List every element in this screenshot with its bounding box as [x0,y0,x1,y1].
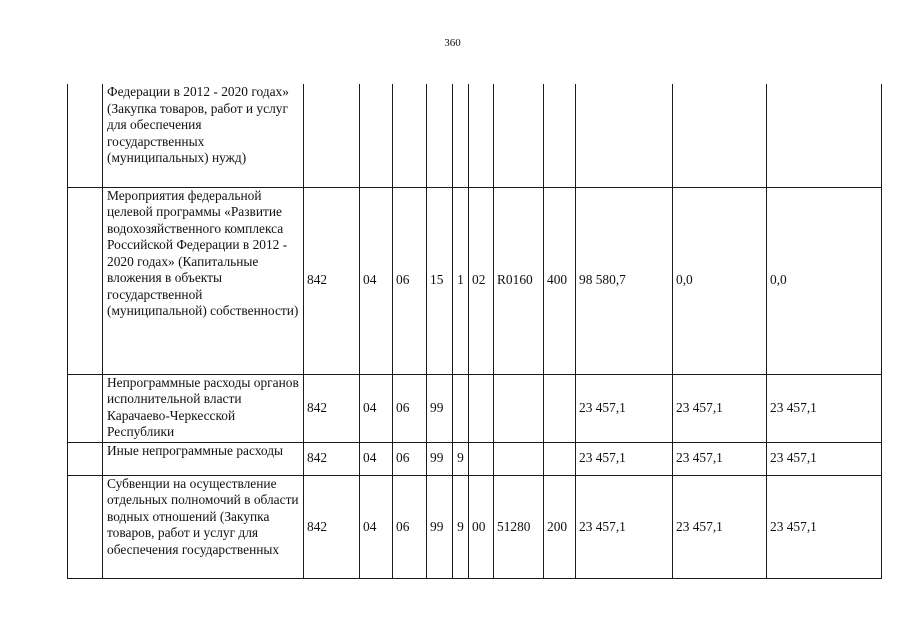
amount-2021-cell: 23 457,1 [767,475,882,579]
main-event-cell [469,84,494,187]
table-row [68,187,882,374]
row-number-cell [68,442,103,475]
amount-2020-cell [673,84,767,187]
grbs-cell: 842 [304,187,360,374]
expense-type-cell [544,442,576,475]
amount-2019-cell: 23 457,1 [576,374,673,442]
subsection-cell [393,84,427,187]
grbs-cell: 842 [304,374,360,442]
amount-2021-cell: 0,0 [767,187,882,374]
amount-2021-cell [767,84,882,187]
table-body [68,84,882,579]
program-cell: 99 [427,475,453,579]
page-number: 360 [444,37,461,49]
expense-type-cell: 400 [544,187,576,374]
row-name-cell: Субвенции на осуществление отдельных полномочий в области водных отношений (Закупка товаров, работ и услуг для обеспечения государственных [103,475,304,579]
row-number-cell [68,475,103,579]
subsection-cell: 06 [393,374,427,442]
subsection-cell: 06 [393,475,427,579]
direction-cell [494,84,544,187]
amount-2019-cell [576,84,673,187]
subprogram-cell [453,374,469,442]
amount-2020-cell: 0,0 [673,187,767,374]
grbs-cell [304,84,360,187]
row-name-cell: Непрограммные расходы органов исполнительной власти Карачаево-Черкесской Республики [103,374,304,442]
row-name-cell: Иные непрограммные расходы [103,442,304,475]
subprogram-cell [453,84,469,187]
expense-type-cell: 200 [544,475,576,579]
table-bottom-rule [67,578,881,579]
row-name-cell: Мероприятия федеральной целевой программы «Развитие водохозяйственного комплекса Российской Федерации в 2012 - 2020 годах» (Капитальные вложения в объекты государственной (муниципальной) собственности) [103,187,304,374]
main-event-cell: 02 [469,187,494,374]
amount-2019-cell: 98 580,7 [576,187,673,374]
amount-2019-cell: 23 457,1 [576,442,673,475]
row-number-cell [68,84,103,187]
main-event-cell: 00 [469,475,494,579]
table-row [68,374,882,442]
main-event-cell [469,442,494,475]
direction-cell [494,442,544,475]
expense-type-cell [544,374,576,442]
direction-cell: 51280 [494,475,544,579]
expense-type-cell [544,84,576,187]
program-cell: 99 [427,442,453,475]
amount-2021-cell: 23 457,1 [767,374,882,442]
amount-2020-cell: 23 457,1 [673,475,767,579]
section-cell: 04 [360,374,393,442]
subsection-cell: 06 [393,187,427,374]
section-cell [360,84,393,187]
subprogram-cell: 1 [453,187,469,374]
amount-2020-cell: 23 457,1 [673,442,767,475]
section-cell: 04 [360,475,393,579]
grbs-cell: 842 [304,442,360,475]
table-row [68,442,882,475]
budget-table [67,84,882,579]
direction-cell: R0160 [494,187,544,374]
main-event-cell [469,374,494,442]
program-cell [427,84,453,187]
subprogram-cell: 9 [453,475,469,579]
grbs-cell: 842 [304,475,360,579]
section-cell: 04 [360,442,393,475]
amount-2020-cell: 23 457,1 [673,374,767,442]
table-row [68,475,882,579]
amount-2021-cell: 23 457,1 [767,442,882,475]
subprogram-cell: 9 [453,442,469,475]
table-row [68,84,882,187]
program-cell: 15 [427,187,453,374]
program-cell: 99 [427,374,453,442]
row-name-cell: Федерации в 2012 - 2020 годах» (Закупка товаров, работ и услуг для обеспечения государственных (муниципальных) нужд) [103,84,304,187]
row-number-cell [68,187,103,374]
subsection-cell: 06 [393,442,427,475]
section-cell: 04 [360,187,393,374]
amount-2019-cell: 23 457,1 [576,475,673,579]
row-number-cell [68,374,103,442]
direction-cell [494,374,544,442]
